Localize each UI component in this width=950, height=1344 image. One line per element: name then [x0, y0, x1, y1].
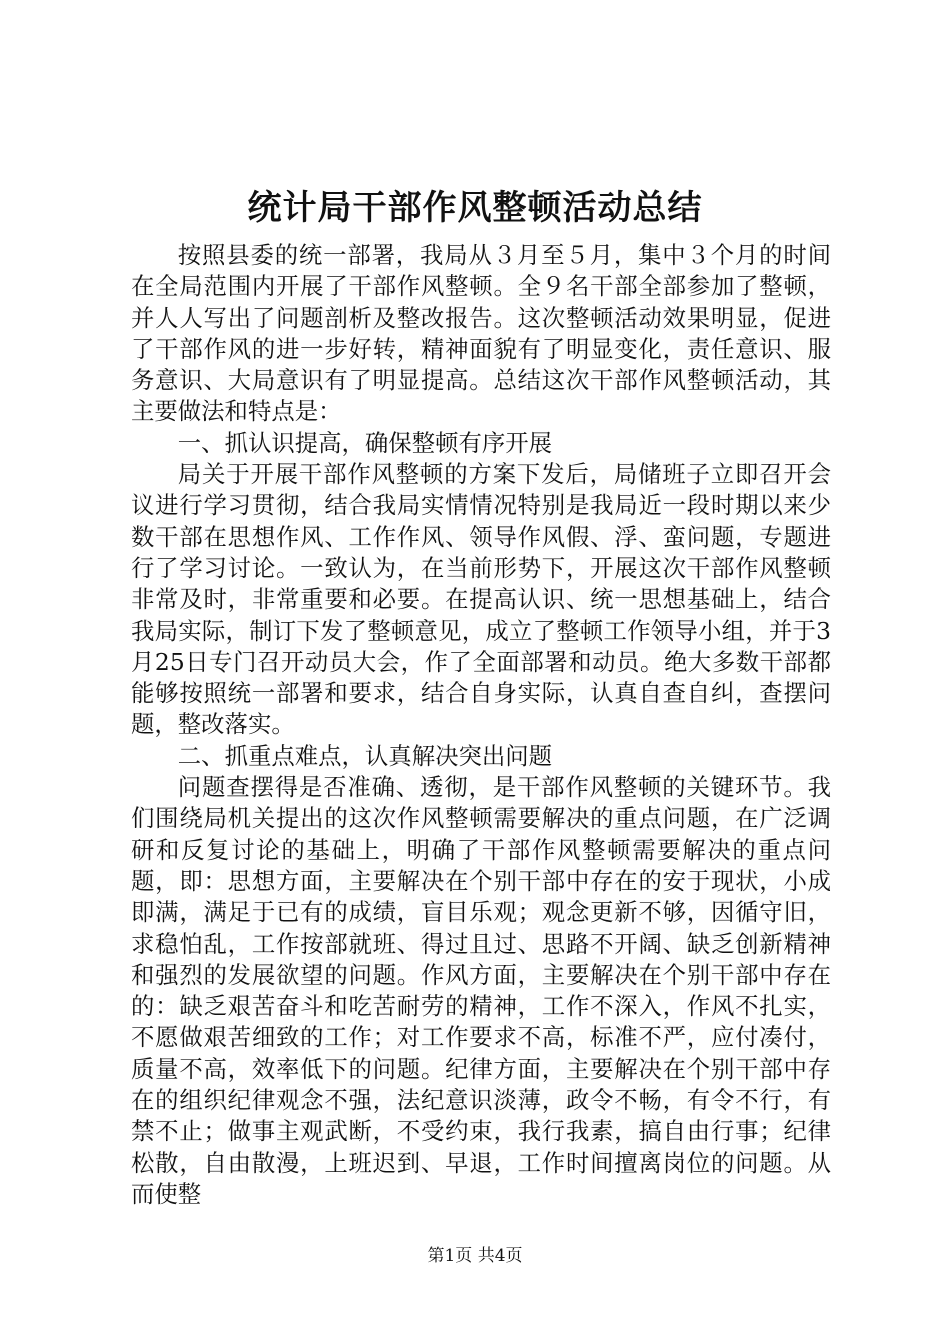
section-heading-2: 二、抓重点难点，认真解决突出问题	[177, 741, 553, 770]
document-body	[131, 240, 831, 1210]
paragraph-section-2: 问题查摆得是否准确、透彻，是干部作风整顿的关键环节。我们围绕局机关提出的这次作风整顿需要解决的重点问题，在广泛调研和反复讨论的基础上，明确了干部作风整顿需要解决的重点问题，即：思想方面，主要解决在个别干部中存在的安于现状，小成即满，满足于已有的成绩，盲目乐观；观念更新不够，因循守旧，求稳怕乱，工作按部就班、得过且过、思路不开阔、缺乏创新精神和强烈的发展欲望的问题。作风方面，主要解决在个别干部中存在的：缺乏艰苦奋斗和吃苦耐劳的精神，工作不深入，作风不扎实，不愿做艰苦细致的工作；对工作要求不高，标准不严，应付凑付，质量不高，效率低下的问题。纪律方面，主要解决在个别干部中存在的组织纪律观念不强，法纪意识淡薄，政令不畅，有令不行，有禁不止；做事主观武断，不受约束，我行我素，搞自由行事；纪律松散，自由散漫，上班迟到、早退，工作时间擅离岗位的问题。从而使整	[131, 773, 831, 1208]
paragraph-section-1: 局关于开展干部作风整顿的方案下发后，局储班子立即召开会议进行学习贯彻，结合我局实情情况特别是我局近一段时期以来少数干部在思想作风、工作作风、领导作风假、浮、蛮问题，专题进行了学习讨论。一致认为，在当前形势下，开展这次干部作风整顿非常及时，非常重要和必要。在提高认识、统一思想基础上，结合我局实际，制订下发了整顿意见，成立了整顿工作领导小组，并于3月25日专门召开动员大会，作了全面部署和动员。绝大多数干部都能够按照统一部署和要求，结合自身实际，认真自查自纠，查摆问题，整改落实。	[131, 460, 831, 739]
document-title: 统计局干部作风整顿活动总结	[247, 188, 703, 228]
paragraph-intro: 按照县委的统一部署，我局从３月至５月，集中３个月的时间在全局范围内开展了干部作风整顿。全９名干部全部参加了整顿，并人人写出了问题剖析及整改报告。这次整顿活动效果明显，促进了干部作风的进一步好转，精神面貌有了明显变化，责任意识、服务意识、大局意识有了明显提高。总结这次干部作风整顿活动，其主要做法和特点是：	[131, 241, 831, 426]
page-footer: 第1页 共4页	[427, 1246, 523, 1266]
section-heading-1: 一、抓认识提高，确保整顿有序开展	[177, 428, 553, 457]
